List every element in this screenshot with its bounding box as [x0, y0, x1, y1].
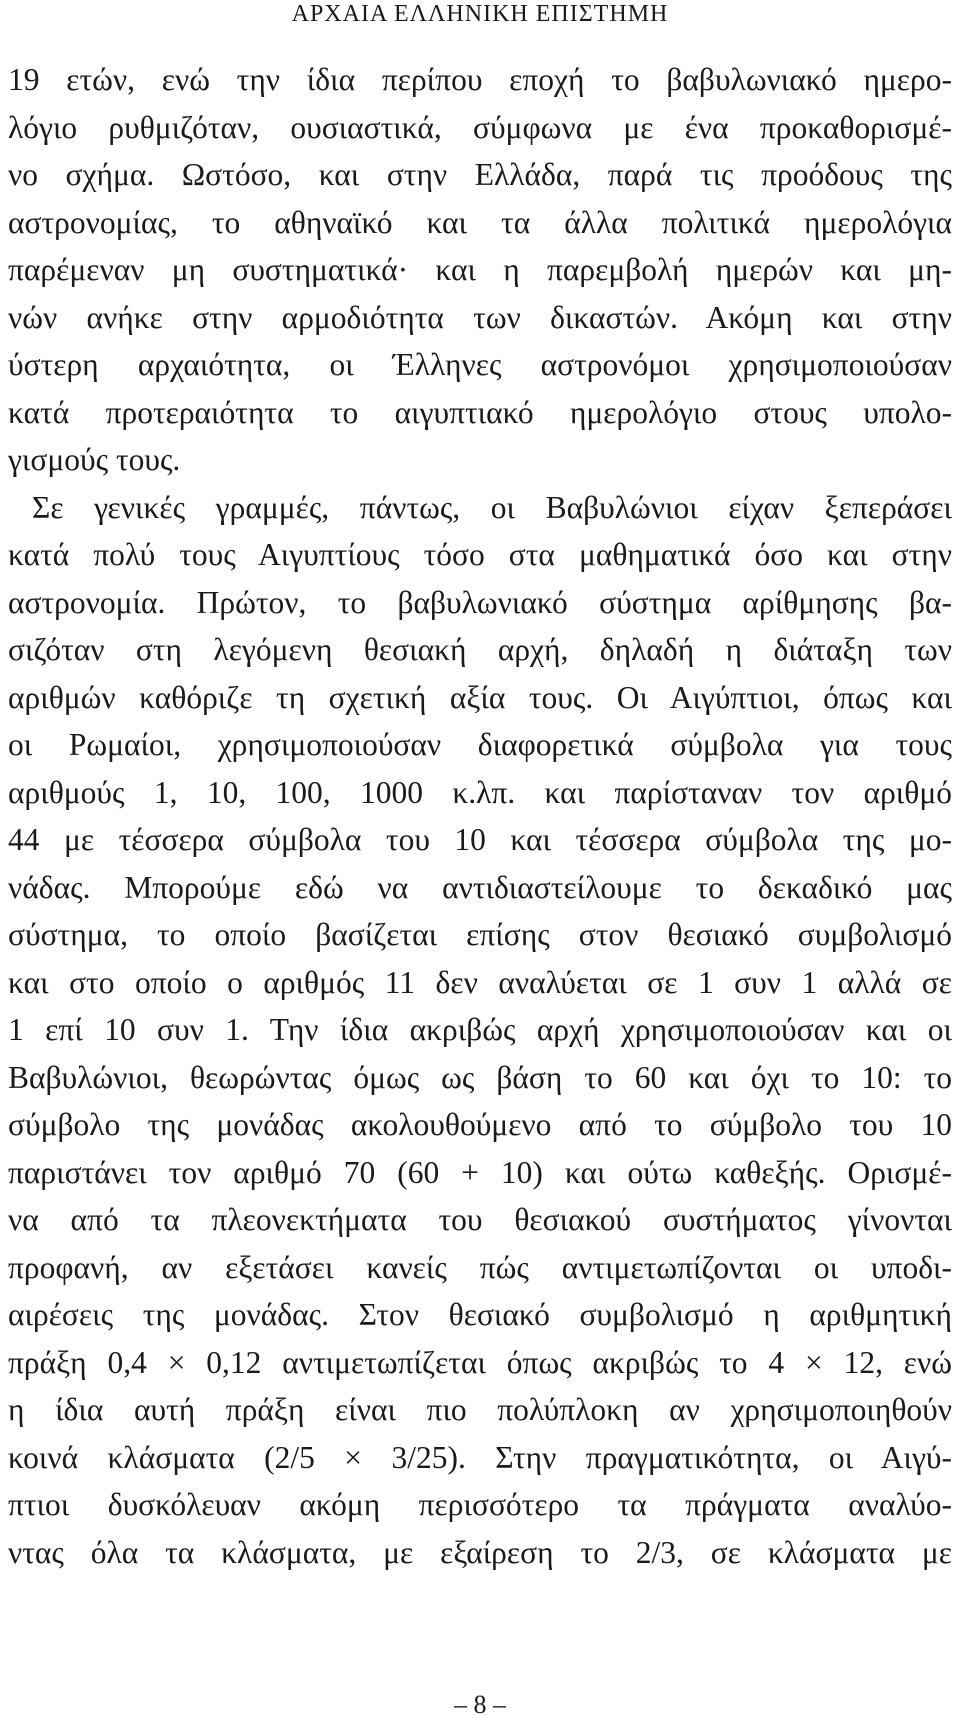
body-text: [8, 56, 952, 1576]
text-line: αριθμούς 1, 10, 100, 1000 κ.λπ. και παρίσταναν τον αριθμό: [8, 774, 952, 810]
text-line: ύστερη αρχαιότητα, οι Έλληνες αστρονόμοι χρησιμοποιούσαν: [8, 347, 952, 382]
text-line: 1 επί 10 συν 1. Την ίδια ακριβώς αρχή χρησιμοποιούσαν και οι: [8, 1012, 952, 1047]
text-line: πτιοι δυσκόλευαν ακόμη περισσότερο τα πράγματα αναλύο-: [8, 1487, 952, 1522]
text-line: σύμβολο της μονάδας ακολουθούμενο από το σύμβολο του 10: [8, 1107, 952, 1142]
text-line: παριστάνει τον αριθμό 70 (60 + 10) και ούτω καθεξής. Ορισμέ-: [8, 1154, 952, 1190]
text-line: σιζόταν στη λεγόμενη θεσιακή αρχή, δηλαδή η διάταξη των: [8, 632, 952, 667]
running-header: ΑΡΧΑΙΑ ΕΛΛΗΝΙΚΗ ΕΠΙΣΤΗΜΗ: [291, 1, 669, 27]
text-line: πράξη 0,4 × 0,12 αντιμετωπίζεται όπως ακριβώς το 4 × 12, ενώ: [8, 1344, 952, 1380]
text-line: αστρονομία. Πρώτον, το βαβυλωνιακό σύστημα αρίθμησης βα-: [8, 584, 952, 620]
text-line: αριθμών καθόριζε τη σχετική αξία τους. Οι Αιγύπτιοι, όπως και: [8, 679, 952, 715]
text-line: ντας όλα τα κλάσματα, με εξαίρεση το 2/3, σε κλάσματα με: [8, 1534, 952, 1570]
text-line: λόγιο ρυθμιζόταν, ουσιαστικά, σύμφωνα με ένα προκαθορισμέ-: [8, 109, 952, 145]
text-line: αιρέσεις της μονάδας. Στον θεσιακό συμβολισμό η αριθμητική: [8, 1297, 952, 1332]
text-line: κατά προτεραιότητα το αιγυπτιακό ημερολόγιο στους υπολο-: [8, 394, 952, 430]
paragraph-start-line: Σε γενικές γραμμές, πάντως, οι Βαβυλώνιοι είχαν ξεπεράσει: [32, 489, 952, 525]
text-line: νο σχήμα. Ωστόσο, και στην Ελλάδα, παρά τις προόδους της: [8, 157, 952, 192]
text-line: 44 με τέσσερα σύμβολα του 10 και τέσσερα σύμβολα της μο-: [8, 822, 952, 857]
text-line: προφανή, αν εξετάσει κανείς πώς αντιμετωπίζονται οι υποδι-: [8, 1249, 952, 1285]
text-line: η ίδια αυτή πράξη είναι πιο πολύπλοκη αν χρησιμοποιηθούν: [8, 1392, 952, 1427]
text-line: παρέμεναν μη συστηματικά· και η παρεμβολή ημερών και μη-: [8, 252, 952, 287]
text-line: και στο οποίο ο αριθμός 11 δεν αναλύεται σε 1 συν 1 αλλά σε: [8, 964, 952, 1000]
text-line: κοινά κλάσματα (2/5 × 3/25). Στην πραγματικότητα, οι Αιγύ-: [8, 1439, 952, 1475]
text-line: αστρονομίας, το αθηναϊκό και τα άλλα πολιτικά ημερολόγια: [8, 204, 952, 240]
text-line: 19 ετών, ενώ την ίδια περίπου εποχή το βαβυλωνιακό ημερο-: [8, 62, 952, 97]
page-number: – 8 –: [454, 1690, 506, 1719]
text-line: νών ανήκε στην αρμοδιότητα των δικαστών. Ακόμη και στην: [8, 299, 952, 335]
paragraph-end-line: γισμούς τους.: [8, 442, 181, 477]
text-line: σύστημα, το οποίο βασίζεται επίσης στον θεσιακό συμβολισμό: [8, 917, 952, 952]
text-line: να από τα πλεονεκτήματα του θεσιακού συστήματος γίνονται: [8, 1202, 952, 1237]
text-line: Βαβυλώνιοι, θεωρώντας όμως ως βάση το 60 και όχι το 10: το: [8, 1059, 952, 1095]
text-line: οι Ρωμαίοι, χρησιμοποιούσαν διαφορετικά σύμβολα για τους: [8, 727, 952, 762]
text-line: κατά πολύ τους Αιγυπτίους τόσο στα μαθηματικά όσο και στην: [8, 537, 952, 572]
text-line: νάδας. Μπορούμε εδώ να αντιδιαστείλουμε το δεκαδικό μας: [8, 869, 952, 905]
